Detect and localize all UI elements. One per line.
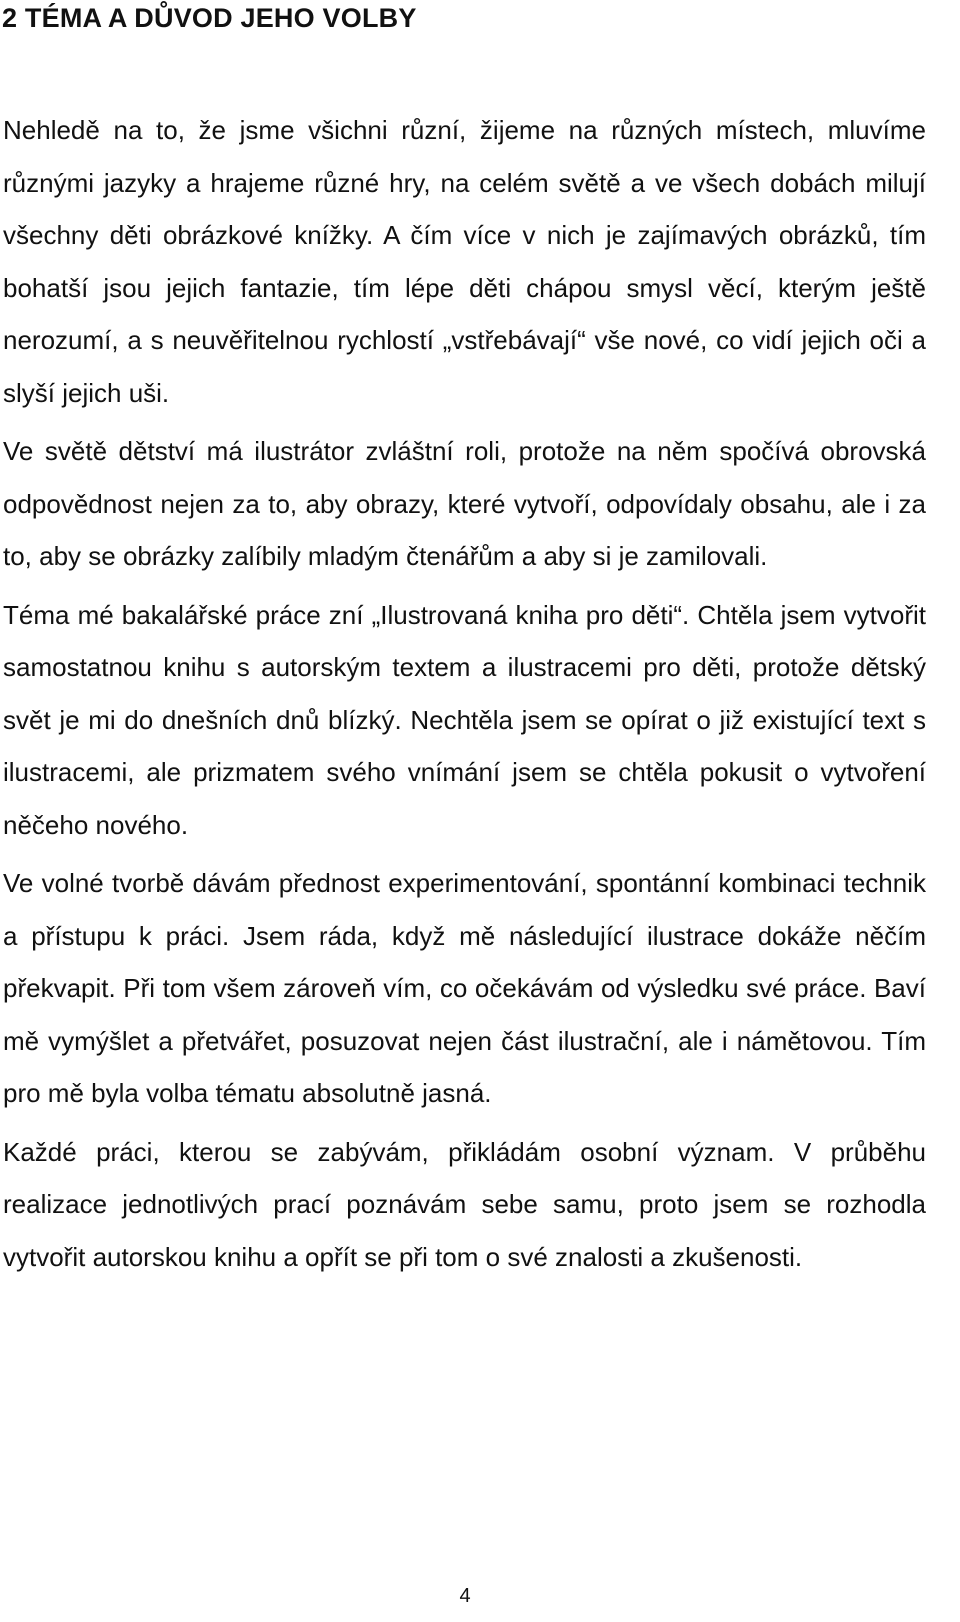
- chapter-heading: 2 TÉMA A DŮVOD JEHO VOLBY: [2, 3, 417, 33]
- paragraph-1: Nehledě na to, že jsme všichni různí, žijeme na různých místech, mluvíme různými jazyky a hrajeme různé hry, na celém světě a ve všech dobách milují všechny děti obrázkové knížky. A čím více v nich je zajímavých obrázků, tím bohatší jsou jejich fantazie, tím lépe děti chápou smysl věcí, kterým ještě nerozumí, a s neuvěřitelnou rychlostí „vstřebávají“ vše nové, co vidí jejich oči a slyší jejich uši.: [3, 115, 926, 408]
- page-number: 4: [459, 1585, 471, 1607]
- paragraph-5: Každé práci, kterou se zabývám, přikládám osobní význam. V průběhu realizace jednotlivých prací poznávám sebe samu, proto jsem se rozhodla vytvořit autorskou knihu a opřít se při tom o své znalosti a zkušenosti.: [3, 1136, 926, 1272]
- paragraph-2: Ve světě dětství má ilustrátor zvláštní roli, protože na něm spočívá obrovská odpovědnost nejen za to, aby obrazy, které vytvoří, odpovídaly obsahu, ale i za to, aby se obrázky zalíbily mladým čtenářům a aby si je zamilovali.: [3, 436, 926, 571]
- paragraph-4: Ve volné tvorbě dávám přednost experimentování, spontánní kombinaci technik a přístupu k práci. Jsem ráda, když mě následující ilustrace dokáže něčím překvapit. Při tom všem zároveň vím, co očekávám od výsledku své práce. Baví mě vymýšlet a přetvářet, posuzovat nejen část ilustrační, ale i námětovou. Tím pro mě byla volba tématu absolutně jasná.: [3, 868, 926, 1108]
- body-text: [3, 104, 926, 1283]
- paragraph-3: Téma mé bakalářské práce zní „Ilustrovaná kniha pro děti“. Chtěla jsem vytvořit samostatnou knihu s autorským textem a ilustracemi pro děti, protože dětský svět je mi do dnešních dnů blízký. Nechtěla jsem se opírat o již existující text s ilustracemi, ale prizmatem svého vnímání jsem se chtěla pokusit o vytvoření něčeho nového.: [3, 599, 926, 840]
